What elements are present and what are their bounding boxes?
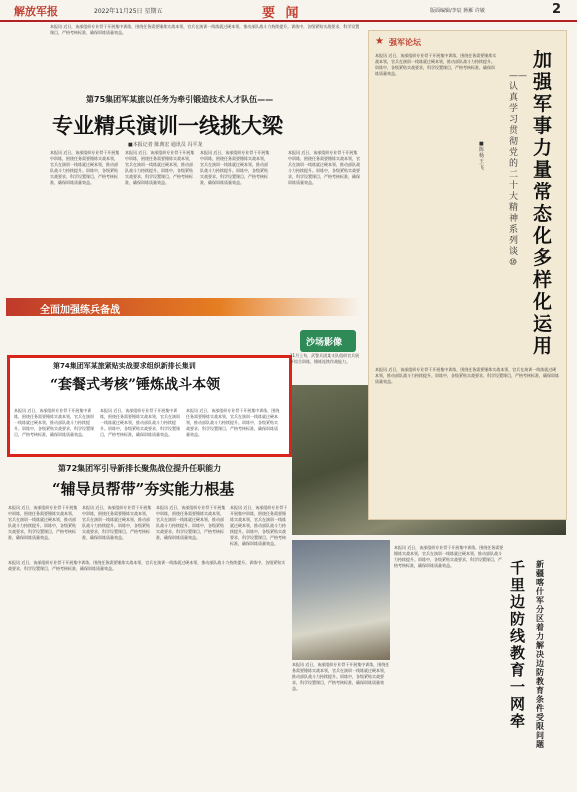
photo-feature-label-text: 沙场影像 — [306, 338, 343, 348]
issue-date: 2022年11月25日 星期五 — [94, 8, 163, 15]
article1-col1: 本报讯 近日，该部组织专业骨干开展集中训练，围绕任务需要锤炼实战本领，官兵在演训一线练就过硬本领，推动部队战斗力持续提升。训练中，各级紧贴实战要求，科学设置课目，严格考核标准，确保训练质量效益。 — [50, 150, 120, 185]
article2-col1: 本报讯 近日，该部组织专业骨干开展集中训练，围绕任务需要锤炼实战本领，官兵在演训一线练就过硬本领，推动部队战斗力持续提升。训练中，各级紧贴实战要求，科学设置课目，严格考核标准，确保训练质量效益。 — [14, 408, 94, 437]
border-photo — [292, 540, 390, 660]
section-title: 要 闻 — [262, 6, 302, 21]
border-photo-caption: 本报讯 近日，该部组织专业骨干开展集中训练，围绕任务需要锤炼实战本领，官兵在演训一线练就过硬本领，推动部队战斗力持续提升。训练中，各级紧贴实战要求，科学设置课目，严格考核标准，确保训练质量效益。 — [292, 662, 390, 691]
masthead — [0, 0, 577, 22]
sidebar-column: 强军论坛 — [389, 38, 421, 47]
page-number: 2 — [552, 2, 562, 17]
article2-col3: 本报讯 近日，该部组织专业骨干开展集中训练，围绕任务需要锤炼实战本领，官兵在演训一线练就过硬本领，推动部队战斗力持续提升。训练中，各级紧贴实战要求，科学设置课目，严格考核标准，确保训练质量效益。 — [186, 408, 280, 437]
article3-continued: 本报讯 近日，该部组织专业骨干开展集中训练，围绕任务需要锤炼实战本领，官兵在演训一线练就过硬本领，推动部队战斗力持续提升。训练中，各级紧贴实战要求，科学设置课目，严格考核标准，确保训练质量效益。 — [8, 560, 286, 571]
article1-col2: 本报讯 近日，该部组织专业骨干开展集中训练，围绕任务需要锤炼实战本领，官兵在演训一线练就过硬本领，推动部队战斗力持续提升。训练中，各级紧贴实战要求，科学设置课目，严格考核标准，确保训练质量效益。 — [125, 150, 195, 185]
photo-feature-caption: 11月上旬，武警兵团某支队组织官兵展开综合训练，锤炼连续作战能力。 — [290, 353, 360, 364]
sidebar-title: 加强军事力量常态化多样化运用 — [533, 49, 553, 357]
sidebar-text-1: 本报讯 近日，该部组织专业骨干开展集中训练，围绕任务需要锤炼实战本领，官兵在演训一线练就过硬本领，推动部队战斗力持续提升。训练中，各级紧贴实战要求，科学设置课目，严格考核标准，确保训练质量效益。 — [375, 53, 497, 76]
article3-title: “辅导员帮带”夯实能力根基 — [52, 480, 235, 498]
photo-feature-label — [300, 330, 356, 352]
article2-highlight-box[interactable] — [7, 355, 292, 457]
article1-title: 专业精兵演训一线挑大梁 — [52, 113, 283, 138]
article4-kicker: 新疆喀什军分区着力解决边防教育条件受限问题 — [536, 560, 544, 749]
article3-kicker: 第72集团军引导新排长聚焦战位提升任职能力 — [58, 464, 222, 473]
article1-col4: 本报讯 近日，该部组织专业骨干开展集中训练，围绕任务需要锤炼实战本领，官兵在演训一线练就过硬本领，推动部队战斗力持续提升。训练中，各级紧贴实战要求，科学设置课目，严格考核标准，确保训练质量效益。 — [288, 150, 360, 185]
article1-kicker: 第75集团军某旅以任务为牵引锻造技术人才队伍—— — [86, 95, 274, 104]
sidebar-subtitle: ——认真学习贯彻党的二十大精神系列谈⑩ — [509, 71, 527, 268]
star-icon: ★ — [375, 36, 384, 47]
article3-col1: 本报讯 近日，该部组织专业骨干开展集中训练，围绕任务需要锤炼实战本领，官兵在演训一线练就过硬本领，推动部队战斗力持续提升。训练中，各级紧贴实战要求，科学设置课目，严格考核标准，确保训练质量效益。 — [8, 505, 78, 540]
article2-title: “套餐式考核”锤炼战斗本领 — [50, 377, 221, 393]
section-banner — [6, 298, 361, 316]
article3-col3: 本报讯 近日，该部组织专业骨干开展集中训练，围绕任务需要锤炼实战本领，官兵在演训一线练就过硬本领，推动部队战斗力持续提升。训练中，各级紧贴实战要求，科学设置课目，严格考核标准，确保训练质量效益。 — [156, 505, 226, 540]
article1-byline: ■本报记者 陈典宏 通讯员 冯平龙 — [128, 142, 203, 148]
article-text-top: 本报讯 近日，该部组织专业骨干开展集中训练，围绕任务需要锤炼实战本领，官兵在演训一线练就过硬本领，推动部队战斗力持续提升。训练中，各级紧贴实战要求，科学设置课目，严格考核标准，确保训练质量效益。 — [50, 24, 360, 35]
article4-title: 千里边防线 教育一网牵 — [510, 559, 526, 730]
page-editors: 版面编辑/李辰 蒋雁 许敏 — [430, 8, 485, 14]
sidebar-byline: ■ 陈 杨 王 飞 — [479, 141, 485, 171]
banner-label: 全面加强练兵备战 — [40, 305, 120, 316]
article4-col1: 本报讯 近日，该部组织专业骨干开展集中训练，围绕任务需要锤炼实战本领，官兵在演训一线练就过硬本领，推动部队战斗力持续提升。训练中，各级紧贴实战要求，科学设置课目，严格考核标准，确保训练质量效益。 — [394, 545, 504, 568]
article1-col3: 本报讯 近日，该部组织专业骨干开展集中训练，围绕任务需要锤炼实战本领，官兵在演训一线练就过硬本领，推动部队战斗力持续提升。训练中，各级紧贴实战要求，科学设置课目，严格考核标准，确保训练质量效益。 — [200, 150, 270, 185]
article2-kicker: 第74集团军某旅紧贴实战要求组织新排长集训 — [53, 362, 196, 370]
newspaper-logo: 解放军报 — [14, 5, 58, 18]
commentary-sidebar — [368, 30, 567, 520]
sidebar-text-2: 本报讯 近日，该部组织专业骨干开展集中训练，围绕任务需要锤炼实战本领，官兵在演训一线练就过硬本领，推动部队战斗力持续提升。训练中，各级紧贴实战要求，科学设置课目，严格考核标准，确保训练质量效益。 — [375, 367, 559, 384]
article3-col4: 本报讯 近日，该部组织专业骨干开展集中训练，围绕任务需要锤炼实战本领，官兵在演训一线练就过硬本领，推动部队战斗力持续提升。训练中，各级紧贴实战要求，科学设置课目，严格考核标准，确保训练质量效益。 — [230, 505, 288, 546]
article3-col2: 本报讯 近日，该部组织专业骨干开展集中训练，围绕任务需要锤炼实战本领，官兵在演训一线练就过硬本领，推动部队战斗力持续提升。训练中，各级紧贴实战要求，科学设置课目，严格考核标准，确保训练质量效益。 — [82, 505, 152, 540]
article2-col2: 本报讯 近日，该部组织专业骨干开展集中训练，围绕任务需要锤炼实战本领，官兵在演训一线练就过硬本领，推动部队战斗力持续提升。训练中，各级紧贴实战要求，科学设置课目，严格考核标准，确保训练质量效益。 — [100, 408, 180, 437]
